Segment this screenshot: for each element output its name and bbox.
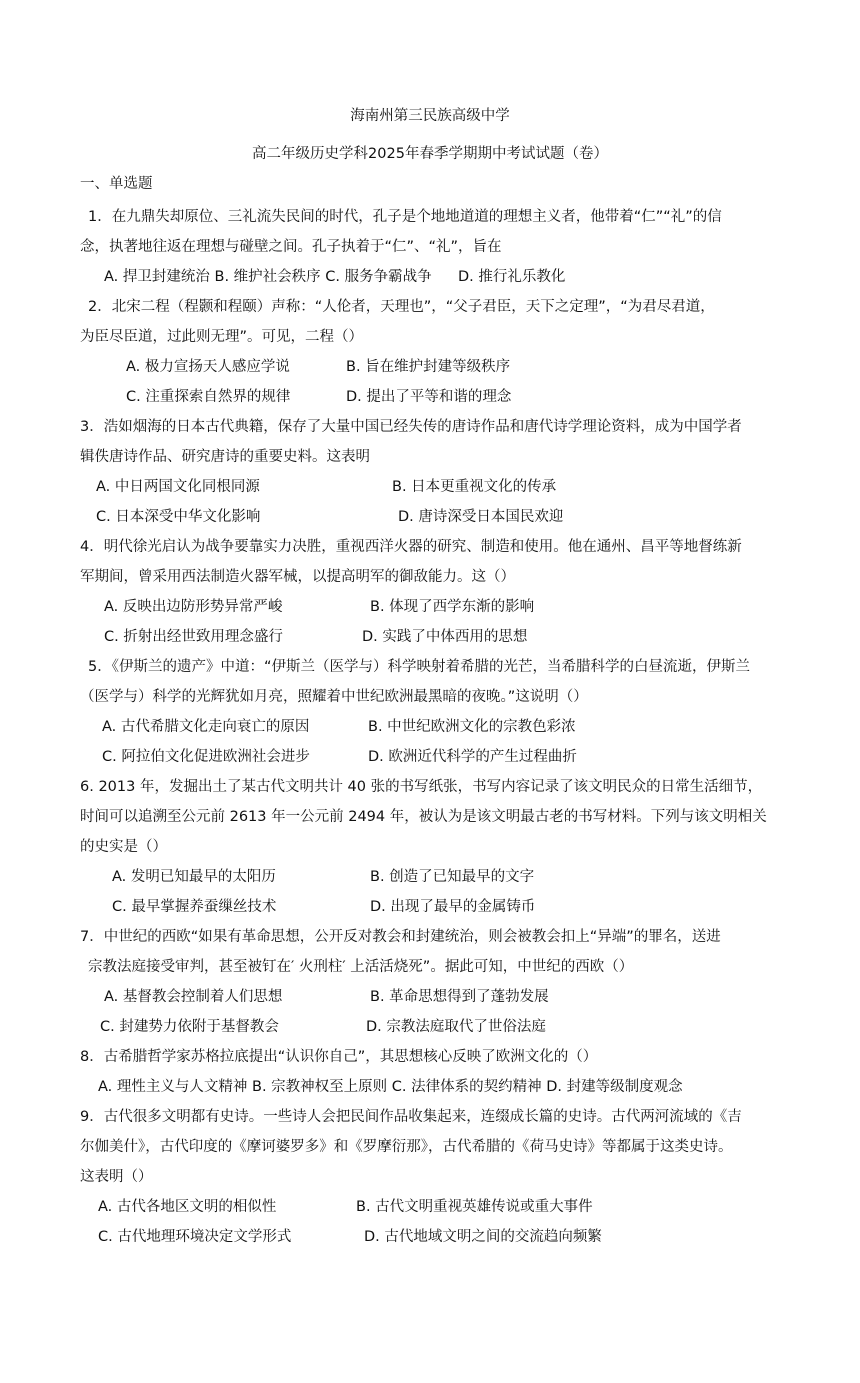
question-2 [80, 292, 780, 352]
question-9-line-3: 这表明（） [80, 1169, 153, 1185]
question-6-option-d: D. 出现了最早的金属铸币 [370, 899, 536, 915]
question-3-option-b: B. 日本更重视文化的传承 [392, 479, 557, 495]
question-5-line-1: 5．《伊斯兰的遗产》中道：“伊斯兰（医学与）科学映射着希腊的光芒，当希腊科学的白昼流逝，伊斯兰 [88, 659, 750, 675]
question-6-option-a: A. 发明已知最早的太阳历 [112, 869, 276, 885]
question-1-line-1: 1．在九鼎失却原位、三礼流失民间的时代，孔子是个地地道道的理想主义者，他带着“仁”“礼”的信 [88, 209, 722, 225]
question-4-option-a: A. 反映出边防形势异常严峻 [104, 599, 283, 615]
question-4-line-1: 4．明代徐光启认为战争要靠实力决胜，重视西洋火器的研究、制造和使用。他在通州、昌平等地督练新 [80, 539, 742, 555]
question-1 [80, 202, 780, 262]
question-8-options-all: A. 理性主义与人文精神 B. 宗教神权至上原则 C. 法律体系的契约精神 D. 封建等级制度观念 [98, 1079, 683, 1095]
question-9-option-b: B. 古代文明重视英雄传说或重大事件 [356, 1199, 593, 1215]
question-3-line-2: 辑佚唐诗作品、研究唐诗的重要史料。这表明 [80, 449, 370, 465]
question-8-line-1: 8．古希腊哲学家苏格拉底提出“认识你自己”，其思想核心反映了欧洲文化的（） [80, 1049, 598, 1065]
question-3-option-a: A. 中日两国文化同根同源 [96, 479, 260, 495]
question-9-option-a: A. 古代各地区文明的相似性 [98, 1199, 277, 1215]
question-7-option-c: C. 封建势力依附于基督教会 [100, 1019, 279, 1035]
question-3-line-1: 3．浩如烟海的日本古代典籍，保存了大量中国已经失传的唐诗作品和唐代诗学理论资料，成为中国学者 [80, 419, 742, 435]
question-2-option-a: A. 极力宣扬天人感应学说 [126, 359, 290, 375]
question-5-option-b: B. 中世纪欧洲文化的宗教色彩浓 [368, 719, 576, 735]
question-4-line-2: 军期间，曾采用西法制造火器军械，以提高明军的御敌能力。这（） [80, 569, 515, 585]
question-6-line-1: 6. 2013 年，发掘出土了某古代文明共计 40 张的书写纸张，书写内容记录了该文明民众的日常生活细节， [80, 779, 763, 795]
exam-title: 高二年级历史学科2025年春季学期期中考试试题（卷） [252, 146, 608, 162]
question-3-option-c: C. 日本深受中华文化影响 [96, 509, 261, 525]
question-2-option-b: B. 旨在维护封建等级秩序 [346, 359, 511, 375]
question-6-line-3: 的史实是（） [80, 839, 167, 855]
question-6-option-b: B. 创造了已知最早的文字 [370, 869, 535, 885]
question-5-line-2: （医学与）科学的光辉犹如月亮，照耀着中世纪欧洲最黑暗的夜晚。”这说明（） [80, 689, 588, 705]
section-heading: 一、单选题 [80, 176, 153, 192]
question-6 [80, 772, 780, 862]
question-3-option-d: D. 唐诗深受日本国民欢迎 [398, 509, 564, 525]
question-9-line-1: 9．古代很多文明都有史诗。一些诗人会把民间作品收集起来，连缀成长篇的史诗。古代两河流域的《吉 [80, 1109, 742, 1125]
question-5 [80, 652, 780, 712]
question-7-line-2: 宗教法庭接受审判，甚至被钉在′ 火刑柱′ 上活活烧死”。据此可知，中世纪的西欧（） [88, 959, 634, 975]
question-2-option-c: C. 注重探索自然界的规律 [126, 389, 291, 405]
question-5-option-c: C. 阿拉伯文化促进欧洲社会进步 [102, 749, 310, 765]
question-7 [80, 922, 780, 982]
question-8 [80, 1042, 780, 1072]
question-5-option-d: D. 欧洲近代科学的产生过程曲折 [368, 749, 577, 765]
question-4-option-c: C. 折射出经世致用理念盛行 [104, 629, 283, 645]
question-2-option-d: D. 提出了平等和谐的理念 [346, 389, 512, 405]
question-9-option-c: C. 古代地理环境决定文学形式 [98, 1229, 292, 1245]
question-4-option-b: B. 体现了西学东渐的影响 [370, 599, 535, 615]
question-6-line-2: 时间可以追溯至公元前 2613 年一公元前 2494 年，被认为是该文明最古老的书写材料。下列与该文明相关 [80, 809, 767, 825]
question-2-line-2: 为臣尽臣道，过此则无理”。可见，二程（） [80, 329, 364, 345]
question-9-line-2: 尔伽美什》，古代印度的《摩诃婆罗多》和《罗摩衍那》，古代希腊的《荷马史诗》等都属于这类史诗。 [80, 1139, 733, 1155]
question-5-option-a: A. 古代希腊文化走向衰亡的原因 [102, 719, 310, 735]
question-2-line-1: 2．北宋二程（程颢和程颐）声称：“人伦者，天理也”，“父子君臣，天下之定理”，“为君尽君道， [88, 299, 715, 315]
question-1-options-abc: A. 捍卫封建统治 B. 维护社会秩序 C. 服务争霸战争 [104, 269, 432, 285]
question-7-option-d: D. 宗教法庭取代了世俗法庭 [366, 1019, 546, 1035]
question-4-option-d: D. 实践了中体西用的思想 [362, 629, 528, 645]
question-7-option-a: A. 基督教会控制着人们思想 [104, 989, 283, 1005]
question-7-option-b: B. 革命思想得到了蓬勃发展 [370, 989, 549, 1005]
school-name: 海南州第三民族高级中学 [350, 108, 510, 124]
question-1-option-d: D. 推行礼乐教化 [458, 269, 566, 285]
question-9 [80, 1102, 780, 1192]
question-9-option-d: D. 古代地域文明之间的交流趋向频繁 [364, 1229, 602, 1245]
question-4 [80, 532, 780, 592]
question-3 [80, 412, 780, 472]
question-7-line-1: 7．中世纪的西欧“如果有革命思想，公开反对教会和封建统治，则会被教会扣上“异端”的罪名，送进 [80, 929, 721, 945]
question-1-line-2: 念，执著地往返在理想与碰壁之间。孔子执着于“仁”、“礼”，旨在 [80, 239, 502, 255]
question-6-option-c: C. 最早掌握养蚕缫丝技术 [112, 899, 277, 915]
